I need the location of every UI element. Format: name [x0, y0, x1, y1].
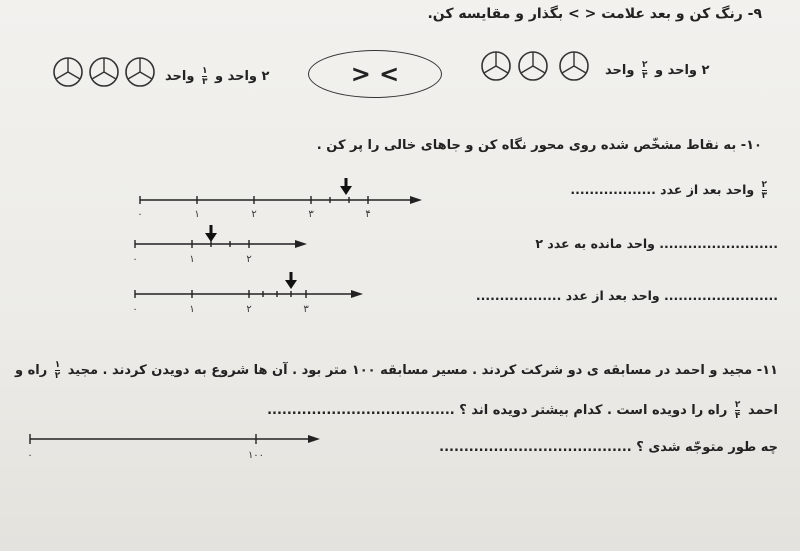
circle-4[interactable]	[482, 52, 510, 80]
q10-line1-frac-num: ۲	[761, 180, 767, 190]
right-fraction	[642, 60, 648, 81]
question-9-title: ۹- رنگ کن و بعد علامت < > بگذار و مقایسه کن.	[427, 6, 762, 22]
axis2-tick-2: ۲	[246, 254, 252, 265]
circle-2[interactable]	[90, 58, 118, 86]
axis3-tick-1: ۱	[189, 304, 195, 315]
right-circles-svg	[480, 49, 592, 83]
question-11-line-3[interactable]	[439, 440, 778, 455]
q11-line2-frac-den: ۴	[734, 411, 741, 421]
circle-6[interactable]	[560, 52, 588, 80]
q10-line1-frac-den: ۳	[761, 191, 767, 201]
q10-answer-line-1[interactable]	[570, 180, 770, 201]
q10-line1-fraction	[762, 180, 768, 201]
number-line-3	[125, 270, 375, 316]
right-frac-num: ۲	[641, 60, 648, 70]
right-whole-text: ۲ واحد و	[654, 63, 710, 78]
right-quantity-label	[605, 60, 709, 81]
q10-line2-text: ......................... واحد مانده به عدد ۲	[535, 236, 778, 251]
axis2-tick-0: ۰	[132, 254, 138, 265]
circle-3[interactable]	[126, 58, 154, 86]
circle-5[interactable]	[519, 52, 547, 80]
axis-arrowhead	[410, 196, 422, 204]
q11-line2-fraction	[735, 400, 741, 421]
axis-arrowhead	[295, 240, 307, 248]
left-frac-num: ۱	[201, 66, 208, 76]
axis-arrowhead	[351, 290, 363, 298]
left-whole-text: ۲ واحد و	[214, 69, 270, 84]
race-axis-tick-0: ۰	[27, 450, 33, 461]
left-unit-text: واحد	[165, 69, 195, 84]
q11-line1-frac-num: ۱	[54, 360, 61, 370]
comparison-symbol-oval[interactable]	[308, 50, 442, 98]
right-unit-text: واحد	[605, 63, 635, 78]
right-frac-den: ۳	[641, 71, 648, 81]
axis1-tick-0: ۰	[137, 209, 143, 220]
race-axis-tick-100: ۱۰۰	[247, 450, 265, 461]
left-frac-den: ۳	[201, 77, 208, 87]
axis-arrowhead	[308, 435, 320, 443]
q11-line1-end: راه و	[14, 363, 48, 378]
q11-line1-text: ۱۱- مجید و احمد در مسابقه ی دو شرکت کردند . مسیر مسابقه ۱۰۰ متر بود . آن ها شروع به دویدن کردند . مجید	[67, 363, 778, 378]
left-circles-svg	[52, 55, 160, 89]
axis1-tick-2: ۲	[251, 209, 257, 220]
axis1-tick-4: ۴	[365, 209, 371, 220]
q10-line1-text: واحد بعد از عدد ..................	[570, 182, 755, 197]
q11-line3-text: چه طور متوجّه شدی ؟ .......................................	[439, 440, 778, 455]
question-10-title: ۱۰- به نقاط مشخّص شده روی محور نگاه کن و جاهای خالی را پر کن .	[316, 138, 762, 153]
q11-line2-frac-num: ۲	[734, 400, 741, 410]
question-11-line-2[interactable]	[267, 400, 778, 421]
left-fraction	[202, 66, 208, 87]
number-line-1	[130, 172, 430, 224]
comparison-symbols: > <	[350, 60, 400, 88]
axis1-tick-3: ۳	[308, 209, 314, 220]
circle-1[interactable]	[54, 58, 82, 86]
question-11-line-1	[15, 360, 778, 381]
down-arrow-icon	[205, 225, 217, 242]
q11-line2-rest: راه را دویده است . کدام بیشتر دویده اند ؟ ......................................	[267, 403, 728, 418]
left-circle-group	[52, 55, 160, 89]
q10-line3-text: ........................ واحد بعد از عدد ..................	[475, 288, 778, 303]
right-circle-group	[480, 49, 592, 83]
axis1-tick-1: ۱	[194, 209, 200, 220]
axis3-tick-2: ۲	[246, 304, 252, 315]
axis2-tick-1: ۱	[189, 254, 195, 265]
down-arrow-icon	[340, 178, 352, 195]
number-line-2	[125, 222, 325, 266]
axis3-tick-0: ۰	[132, 304, 138, 315]
q10-answer-line-2[interactable]	[535, 236, 778, 251]
race-number-line	[20, 425, 330, 465]
q11-line1-fraction	[55, 360, 61, 381]
q11-line2-start: احمد	[747, 403, 778, 418]
axis3-tick-3: ۳	[303, 304, 309, 315]
down-arrow-icon	[285, 272, 297, 289]
q11-line1-frac-den: ۲	[54, 371, 61, 381]
q10-answer-line-3[interactable]	[476, 288, 778, 303]
left-quantity-label	[165, 66, 269, 87]
